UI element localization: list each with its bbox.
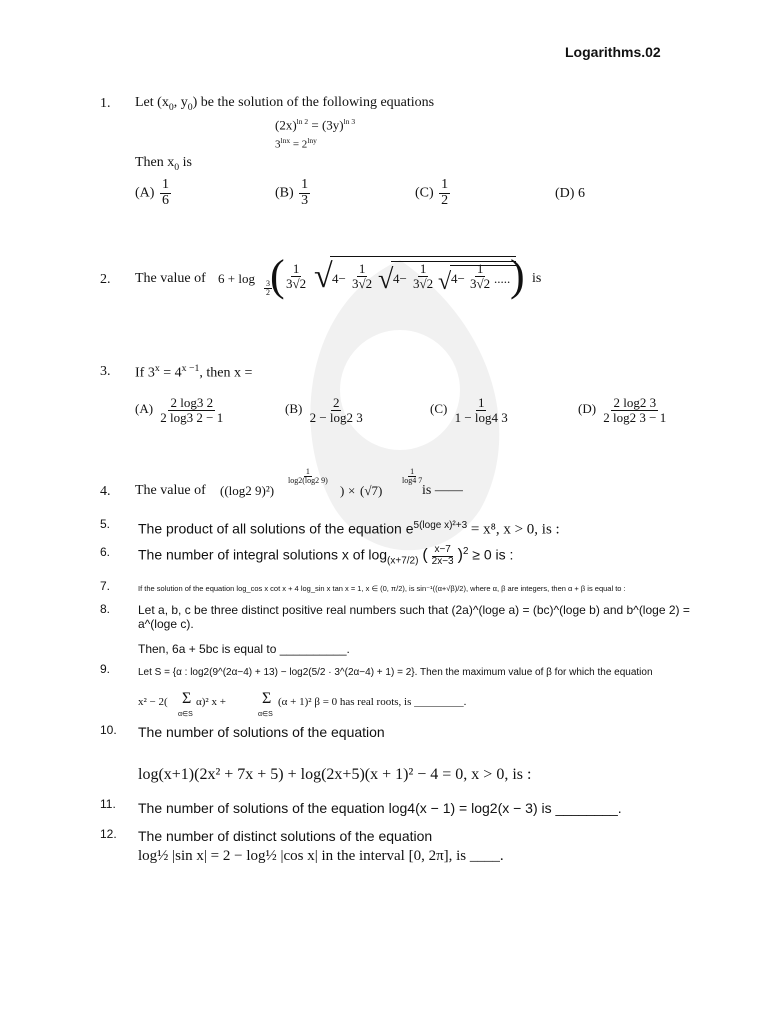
q9-number: 9.	[100, 662, 111, 676]
q5-text: The product of all solutions of the equation $e^{5(loge x)^2+3} = x^8$, x > 0, is :	[138, 520, 560, 538]
q8-text: Let a, b, c be three distinct positive real numbers such that (2a)^(loge a) = (bc)^(loge b) and b^(loge 2) = a^(loge c).	[138, 603, 690, 631]
q1-option-c: (C) $\frac{1}{2}$	[415, 177, 449, 208]
q7-text: If the solution of the equation log_cos x cot x + 4 log_sin x tan x = 1, x ∈ (0, π/2), is sin⁻¹((α+√β)/2), where α, β are integers, then α + β is equal to :	[138, 584, 626, 593]
q3-stem: If $3^x = 4^{x -1}$, then x =	[135, 363, 253, 381]
q2-log-base: $\frac{3}{2}$	[266, 279, 270, 298]
q2-lead: The value of	[135, 271, 206, 286]
q8-number: 8.	[100, 602, 111, 616]
q4-number: 4.	[100, 484, 111, 499]
q3-option-b: (B) $\frac{2}{2 - \log 2 3}$	[285, 395, 363, 425]
q3-option-a: (A) $\frac{2 \log 3 2}{2 \log 3 2 - 1}$	[135, 395, 224, 425]
q1-option-b: (B) $\frac{1}{3}$	[275, 177, 309, 208]
q1-then: Then $x_0$ is	[135, 155, 193, 173]
q8-then: Then, 6a + 5bc is equal to __________.	[138, 642, 350, 656]
q10-equation: log(x+1)(2x² + 7x + 5) + log(2x+5)(x + 1)² − 4 = 0, x > 0, is :	[138, 766, 532, 783]
q6-text: The number of integral solutions x of $\log_{(x+7/2)}$ ( $\frac{x-7}{2x-3}$ )$^2$ ≥ 0 is :	[138, 544, 514, 567]
q10-number: 10.	[100, 723, 117, 737]
page-title: Logarithms.02	[565, 44, 661, 60]
q12-number: 12.	[100, 827, 117, 841]
q12-stem: The number of distinct solutions of the equation	[138, 828, 433, 844]
q2-tail: is	[532, 271, 542, 286]
q3-option-c: (C) $\frac{1}{1 - \log 4 3}$	[430, 395, 508, 425]
q7-number: 7.	[100, 579, 111, 593]
q3-option-d: (D) $\frac{2 \log 2 3}{2 \log 2 3 - 1}$	[578, 395, 667, 425]
q1-number: 1.	[100, 96, 111, 111]
q1-option-d: (D) 6	[555, 186, 585, 201]
q1-stem: Let ($x_0$, $y_0$) be the solution of the following equations	[135, 95, 435, 113]
q11-text: The number of solutions of the equation log4(x − 1) = log2(x − 3) is ________.	[138, 800, 622, 816]
q4-lead: The value of	[135, 483, 206, 498]
q9-line2: x² − 2( Σ α∈S α)² x + Σ α∈S (α + 1)² β = 0 has real roots, is _________.	[138, 690, 467, 718]
q1-equation-1: $(2x)^{ln 2} = (3y)^{ln 3}$	[275, 117, 356, 133]
q6-number: 6.	[100, 545, 111, 559]
q4-tail: is ——	[422, 483, 463, 498]
q4-expression: ((log2 9)²) $\frac{1}{\log 2(\log 2 9)}$ ) × (√7) $\frac{1}{\log 4 7}$	[220, 467, 423, 498]
q2-expression: 6 + log $\frac{3}{2}$ ( $\frac{1}{3√2}$ √ 4− $\frac{1}{3√2}$ √ 4− $\frac{1}{3√2}$ √ 4− $\frac{1}{3√2}$ ..... )	[218, 251, 525, 300]
q12-equation: log½ |sin x| = 2 − log½ |cos x| in the interval [0, 2π], is ____.	[138, 848, 504, 864]
q2-number: 2.	[100, 272, 111, 287]
q1-equation-2: $3^{lnx} = 2^{lny}$	[275, 136, 317, 151]
q3-number: 3.	[100, 364, 111, 379]
q11-number: 11.	[100, 797, 116, 811]
q5-number: 5.	[100, 517, 111, 531]
q1-option-a: (A) $\frac{1}{6}$	[135, 177, 169, 208]
q9-line1: Let S = {α : log2(9^(2α−4) + 13) − log2(5/2 · 3^(2α−4) + 1) = 2}. Then the maximum value of β for which the equation	[138, 667, 653, 678]
q10-stem: The number of solutions of the equation	[138, 724, 385, 740]
